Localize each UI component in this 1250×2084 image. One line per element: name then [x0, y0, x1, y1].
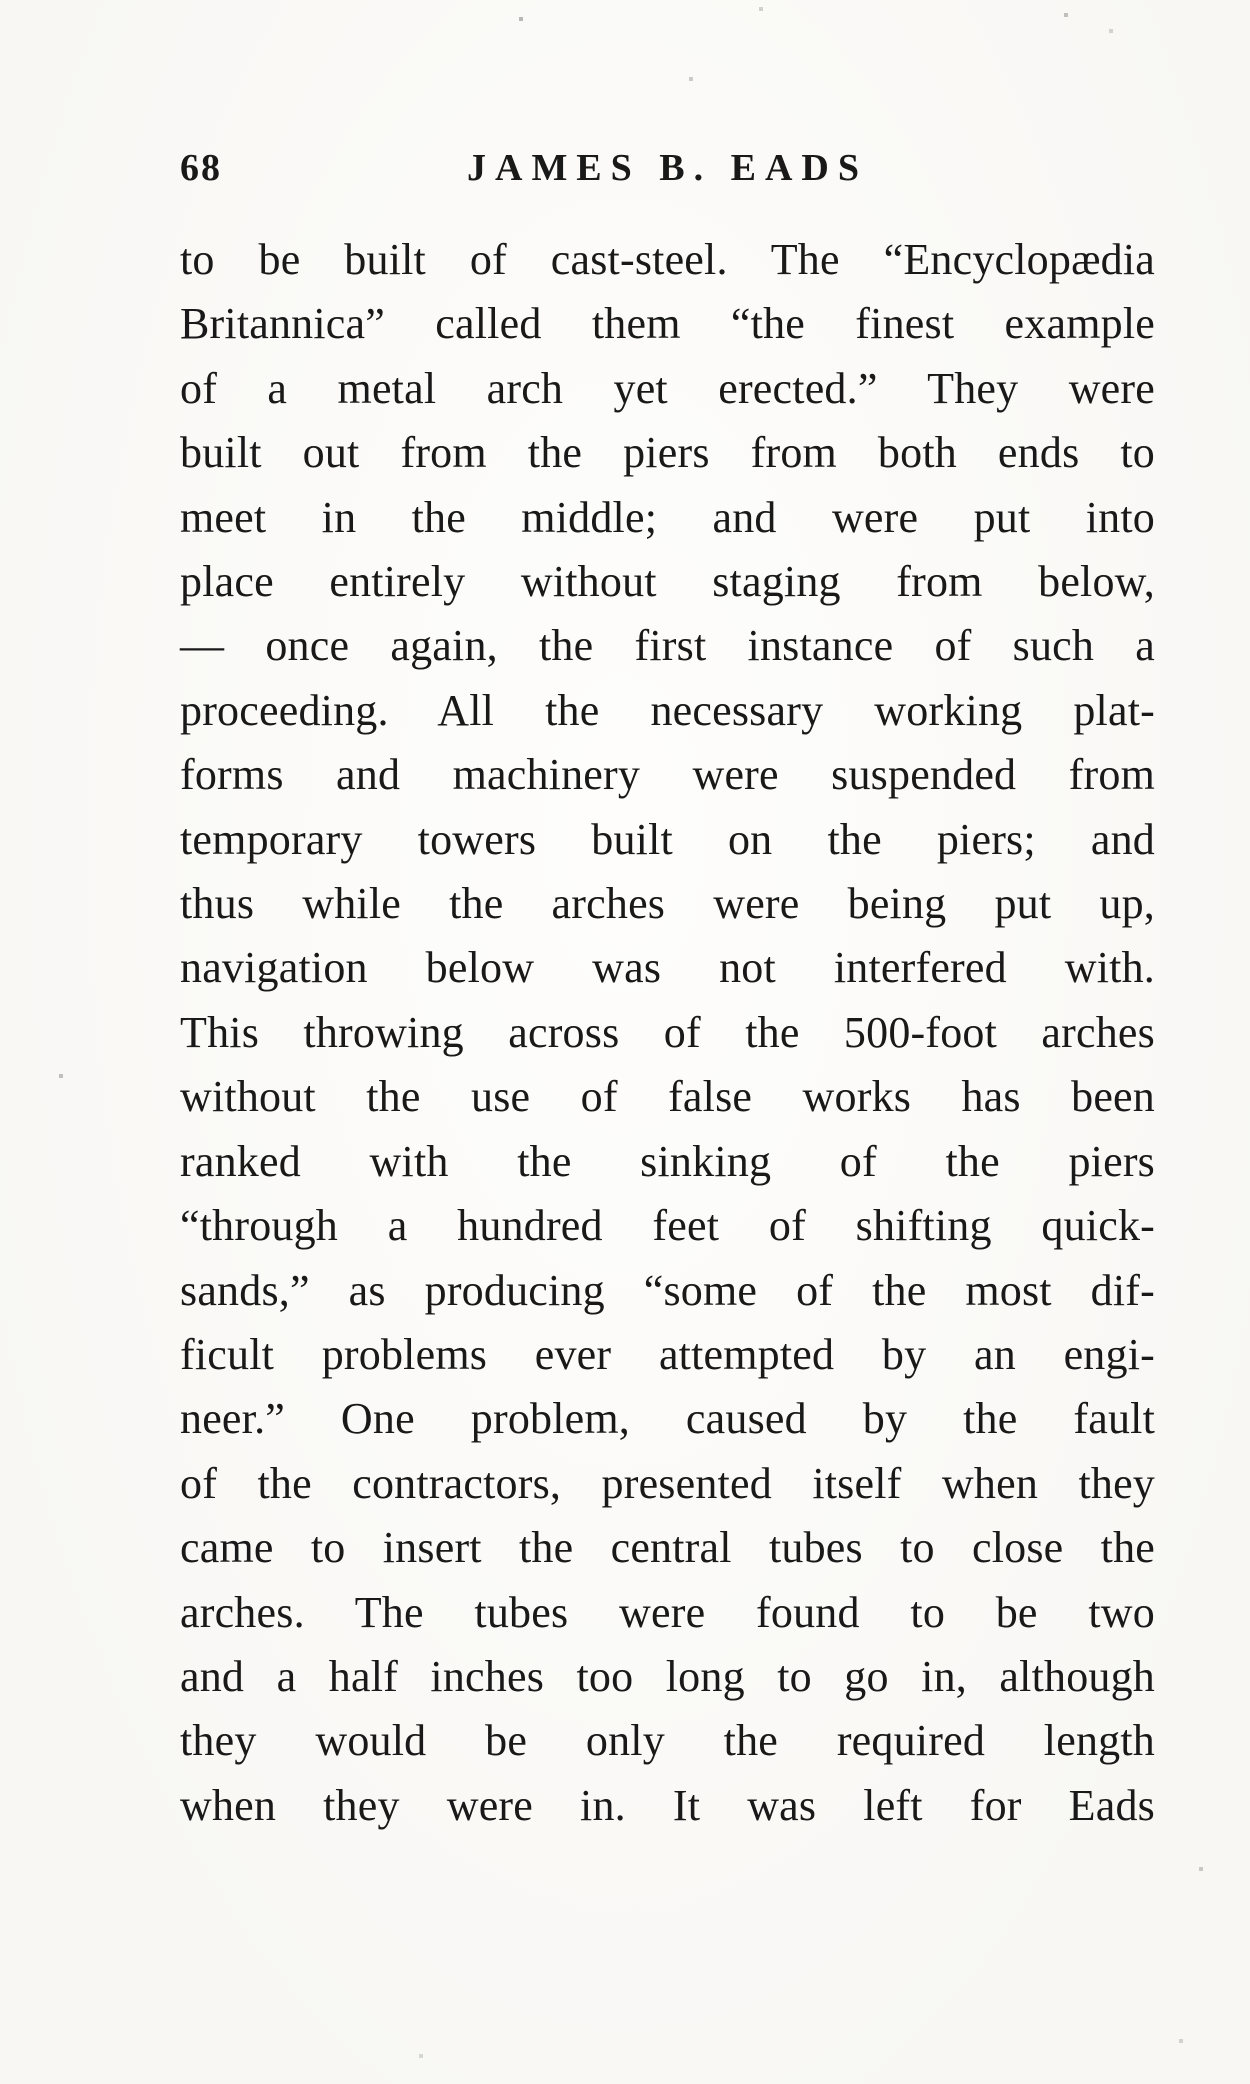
text-line: meet in the middle; and were put into — [180, 492, 1155, 542]
text-line: came to insert the central tubes to close the — [180, 1523, 1155, 1573]
text-line: This throwing across of the 500-foot arches — [180, 1007, 1155, 1057]
text-line: and a half inches too long to go in, although — [180, 1651, 1155, 1701]
text-line: “through a hundred feet of shifting quick- — [180, 1201, 1155, 1251]
text-line: built out from the piers from both ends to — [180, 428, 1155, 478]
page-header-title: JAMES B. EADS — [467, 147, 868, 189]
text-line: without the use of false works has been — [180, 1072, 1155, 1122]
text-line: arches. The tubes were found to be two — [180, 1587, 1155, 1637]
text-line: when they were in. It was left for Eads — [180, 1780, 1155, 1830]
text-line: thus while the arches were being put up, — [180, 879, 1155, 929]
text-line: ficult problems ever attempted by an engi- — [180, 1329, 1155, 1379]
text-line: temporary towers built on the piers; and — [180, 814, 1155, 864]
text-line: sands,” as producing “some of the most dif- — [180, 1265, 1155, 1315]
page-number: 68 — [180, 147, 222, 189]
text-line: of a metal arch yet erected.” They were — [180, 363, 1155, 413]
text-line: Britannica” called them “the finest example — [180, 299, 1155, 349]
scan-specks — [0, 0, 2, 2]
text-line: forms and machinery were suspended from — [180, 750, 1155, 800]
body-text — [180, 228, 1155, 1838]
text-line: neer.” One problem, caused by the fault — [180, 1394, 1155, 1444]
text-line: navigation below was not interfered with. — [180, 943, 1155, 993]
text-line: to be built of cast-steel. The “Encyclopædia — [180, 235, 1155, 284]
text-line: place entirely without staging from below, — [180, 557, 1155, 607]
text-line: proceeding. All the necessary working plat- — [180, 685, 1155, 735]
page-header — [180, 146, 1155, 198]
text-line: they would be only the required length — [180, 1716, 1155, 1766]
text-line: of the contractors, presented itself when they — [180, 1458, 1155, 1508]
text-line: ranked with the sinking of the piers — [180, 1136, 1155, 1186]
text-line: — once again, the first instance of such a — [180, 621, 1155, 671]
